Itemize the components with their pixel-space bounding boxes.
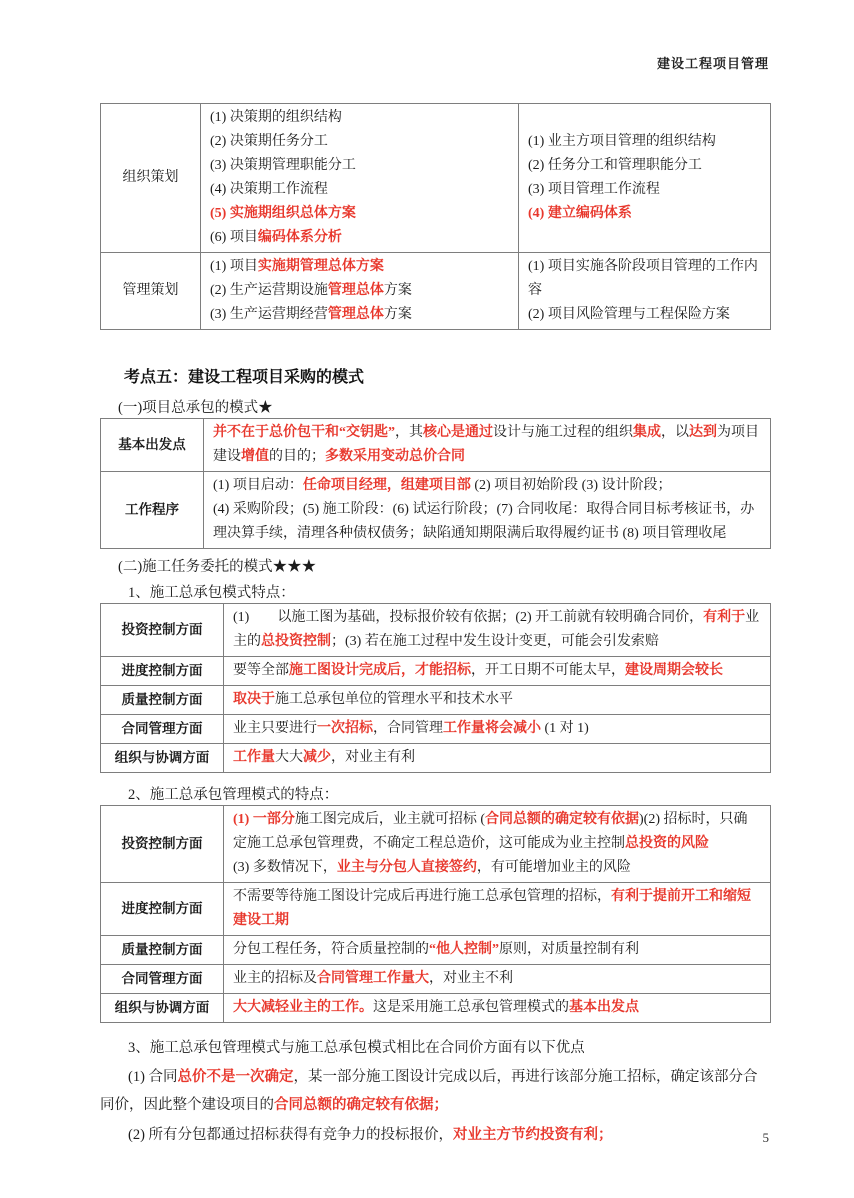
text-segment: (3) 项目管理工作流程: [528, 182, 660, 197]
highlighted-text: 建设周期会较长: [625, 663, 723, 678]
section-heading: 考点五：建设工程项目采购的模式: [124, 369, 365, 386]
text-segment: ，对业主不利: [429, 971, 513, 986]
list-item-3: 3、施工总承包管理模式与施工总承包模式相比在合同价方面有以下优点: [128, 1040, 585, 1056]
text-segment: ，开工日期不可能太早，: [471, 663, 625, 678]
highlighted-text: (1) 一部分: [233, 812, 295, 827]
text-segment: ；(3) 若在施工过程中发生设计变更，可能会引发索赔: [331, 634, 659, 649]
cell-line: [210, 130, 509, 154]
highlighted-text: 集成: [633, 425, 661, 440]
highlighted-text: 基本出发点: [569, 1000, 639, 1015]
subsection-1-title: (一)项目总承包的模式★: [118, 400, 273, 416]
table-row: [101, 253, 771, 330]
highlighted-text: 大大减轻业主的工作。: [233, 1000, 373, 1015]
text-segment: (1) 以施工图为基础，投标报价较有依据；(2) 开工前就有较明确合同价，: [233, 610, 704, 625]
highlighted-text: 施工图设计完成后，才能招标: [289, 663, 471, 678]
text-segment: (6) 项目: [210, 230, 258, 245]
paragraph-advantage-1: [100, 1063, 770, 1119]
cell-line: [528, 303, 761, 327]
highlighted-text: 对业主方节约投资有利；: [453, 1127, 613, 1143]
text-segment: 分包工程任务，符合质量控制的: [233, 942, 429, 957]
text-segment: (1) 合同: [128, 1069, 178, 1085]
table-row: [101, 419, 771, 472]
highlighted-text: 任命项目经理，组建项目部: [302, 478, 471, 493]
highlighted-text: 工作量将会减小: [443, 721, 541, 736]
table-row: [101, 715, 771, 744]
text-segment: ，有可能增加业主的风险: [476, 860, 631, 875]
text-segment: (1) 项目启动：: [213, 478, 303, 493]
cell-line: [528, 255, 761, 303]
text-segment: 设计与施工过程的组织: [493, 425, 633, 440]
table-row: [101, 994, 771, 1023]
text-segment: (1) 业主方项目管理的组织结构: [528, 134, 716, 149]
cell-line: [213, 421, 761, 469]
text-segment: 的目的；: [269, 449, 325, 464]
cell-quality-control: [224, 936, 771, 965]
cell-line: [233, 717, 761, 741]
cell-line: [213, 474, 761, 498]
cell-line: [528, 154, 761, 178]
text-segment: )(2) 招标时，只确定施工总承包管理费，不确定工程总造价，这可能成为业主控制: [233, 812, 748, 851]
highlighted-text: (5) 实施期组织总体方案: [210, 206, 356, 221]
cell-line: [233, 967, 761, 991]
text-segment: ，以: [661, 425, 689, 440]
cell-line: [213, 498, 761, 546]
row-header: 组织与协调方面: [101, 744, 224, 773]
highlighted-text: 总投资控制: [261, 634, 331, 649]
cell-implementation-phase: [201, 104, 519, 253]
text-segment: 原则，对质量控制有利: [499, 942, 639, 957]
text-segment: (2) 项目初始阶段 (3) 设计阶段；: [470, 478, 672, 493]
text-segment: (1) 项目实施各阶段项目管理的工作内容: [528, 259, 758, 298]
cell-basic-point: [204, 419, 771, 472]
highlighted-text: 合同总额的确定较有依据；: [274, 1097, 448, 1113]
row-header: 工作程序: [101, 472, 204, 549]
row-header: 进度控制方面: [101, 657, 224, 686]
highlighted-text: 编码体系分析: [257, 230, 342, 245]
text-segment: (1) 项目: [210, 259, 258, 274]
cell-implementation-phase: [201, 253, 519, 330]
row-header: 合同管理方面: [101, 715, 224, 744]
cell-line: [233, 746, 761, 770]
highlighted-text: 并不在于总价包干和“交钥匙”: [213, 425, 395, 440]
gc-management-table: [100, 805, 771, 1023]
row-header: 组织策划: [101, 104, 201, 253]
page-number: 5: [762, 1130, 769, 1145]
text-segment: 不需要等待施工图设计完成后再进行施工总承包管理的招标，: [233, 889, 611, 904]
cell-line: [210, 255, 509, 279]
highlighted-text: 合同管理工作量大: [317, 971, 429, 986]
table-row: [101, 686, 771, 715]
text-segment: 要等全部: [233, 663, 289, 678]
cell-line: [210, 154, 509, 178]
table-row: [101, 936, 771, 965]
cell-line: [528, 178, 761, 202]
text-segment: (1) 决策期的组织结构: [210, 110, 342, 125]
cell-owner-side: [519, 253, 771, 330]
table-row: [101, 604, 771, 657]
highlighted-text: 管理总体: [327, 307, 384, 322]
text-segment: (2) 决策期任务分工: [210, 134, 328, 149]
highlighted-text: 核心是通过: [423, 425, 493, 440]
row-header: 投资控制方面: [101, 604, 224, 657]
text-segment: 业主的招标及: [233, 971, 317, 986]
cell-work-procedure: [204, 472, 771, 549]
highlighted-text: 有利于提前开工和缩短建设工期: [233, 889, 751, 928]
highlighted-text: 工作量: [233, 750, 275, 765]
text-segment: ，某一部分施工图设计完成以后，再进行该部分施工招标，确定该部分合同价，因此整个建设项目的: [100, 1069, 758, 1113]
cell-line: [233, 606, 761, 654]
cell-quality-control: [224, 686, 771, 715]
row-header: 管理策划: [101, 253, 201, 330]
cell-owner-side: [519, 104, 771, 253]
text-segment: ，对业主有利: [331, 750, 415, 765]
table-row: [101, 472, 771, 549]
text-segment: (4) 采购阶段；(5) 施工阶段：(6) 试运行阶段；(7) 合同收尾：取得合同目标考核证书，办理决算手续，清理各种债权债务；缺陷通知期限满后取得履约证书 (8) 项目管理收尾: [213, 502, 755, 541]
cell-line: [233, 659, 761, 683]
cell-schedule-control: [224, 883, 771, 936]
text-segment: (1 对 1): [541, 721, 589, 736]
text-segment: ，合同管理: [373, 721, 443, 736]
cell-organization-coordination: [224, 744, 771, 773]
subsection-2-title: (二)施工任务委托的模式★★★: [118, 559, 317, 575]
cell-organization-coordination: [224, 994, 771, 1023]
cell-line: [233, 885, 761, 933]
row-header: 组织与协调方面: [101, 994, 224, 1023]
general-contracting-table: [100, 603, 771, 773]
row-header: 投资控制方面: [101, 806, 224, 883]
text-segment: (2) 所有分包都通过招标获得有竞争力的投标报价，: [128, 1127, 454, 1143]
text-segment: (3) 决策期管理职能分工: [210, 158, 356, 173]
row-header: 质量控制方面: [101, 936, 224, 965]
doc-header-title: 建设工程项目管理: [656, 56, 769, 71]
highlighted-text: “他人控制”: [429, 942, 499, 957]
text-segment: (2) 项目风险管理与工程保险方案: [528, 307, 730, 322]
highlighted-text: 有利于: [703, 610, 746, 625]
cell-investment-control: [224, 604, 771, 657]
text-segment: ，其: [395, 425, 423, 440]
row-header: 进度控制方面: [101, 883, 224, 936]
cell-contract-management: [224, 715, 771, 744]
list-item-1: 1、施工总承包模式特点：: [128, 585, 295, 601]
cell-line: [233, 688, 761, 712]
cell-line: [528, 130, 761, 154]
highlighted-text: 总投资的风险: [625, 836, 709, 851]
highlighted-text: 一次招标: [317, 721, 373, 736]
row-header: 合同管理方面: [101, 965, 224, 994]
cell-line: [233, 996, 761, 1020]
row-header: 基本出发点: [101, 419, 204, 472]
text-segment: (3) 生产运营期经营: [210, 307, 328, 322]
highlighted-text: 总价不是一次确定: [177, 1069, 294, 1085]
highlighted-text: 减少: [303, 750, 331, 765]
cell-schedule-control: [224, 657, 771, 686]
text-segment: 为项目建设: [213, 425, 759, 464]
text-segment: (2) 生产运营期设施: [210, 283, 328, 298]
highlighted-text: 取决于: [233, 692, 275, 707]
cell-line: [210, 226, 509, 250]
text-segment: 施工总承包单位的管理水平和技术水平: [275, 692, 513, 707]
table-row: [101, 744, 771, 773]
cell-line: [233, 856, 761, 880]
epc-mode-table: [100, 418, 771, 549]
table-row: [101, 104, 771, 253]
text-segment: 业主只要进行: [233, 721, 317, 736]
text-segment: (2) 任务分工和管理职能分工: [528, 158, 702, 173]
table-row: [101, 965, 771, 994]
table-row: [101, 806, 771, 883]
cell-contract-management: [224, 965, 771, 994]
highlighted-text: 管理总体: [327, 283, 384, 298]
text-segment: 大大: [275, 750, 303, 765]
highlighted-text: 增值: [241, 449, 269, 464]
text-segment: (3) 多数情况下，: [233, 860, 337, 875]
table-row: [101, 657, 771, 686]
list-item-2: 2、施工总承包管理模式的特点：: [128, 787, 339, 803]
text-segment: 施工图完成后，业主就可招标 (: [294, 812, 485, 827]
text-segment: 方案: [383, 307, 412, 322]
highlighted-text: (4) 建立编码体系: [528, 206, 632, 221]
highlighted-text: 实施期管理总体方案: [257, 259, 384, 274]
highlighted-text: 多数采用变动总价合同: [325, 449, 465, 464]
highlighted-text: 达到: [689, 425, 717, 440]
text-segment: 业主的: [233, 610, 760, 649]
paragraph-advantage-2: [100, 1121, 770, 1149]
cell-line: [210, 303, 509, 327]
planning-table: [100, 103, 771, 330]
cell-line: [233, 808, 761, 856]
highlighted-text: 业主与分包人直接签约: [336, 860, 477, 875]
text-segment: 方案: [383, 283, 412, 298]
cell-line: [210, 178, 509, 202]
cell-line: [210, 279, 509, 303]
cell-investment-control: [224, 806, 771, 883]
cell-line: [210, 106, 509, 130]
text-segment: 这是采用施工总承包管理模式的: [373, 1000, 569, 1015]
row-header: 质量控制方面: [101, 686, 224, 715]
text-segment: (4) 决策期工作流程: [210, 182, 328, 197]
page-content: [100, 103, 770, 1149]
cell-line: [210, 202, 509, 226]
table-row: [101, 883, 771, 936]
cell-line: [528, 202, 761, 226]
highlighted-text: 合同总额的确定较有依据: [485, 812, 639, 827]
cell-line: [233, 938, 761, 962]
